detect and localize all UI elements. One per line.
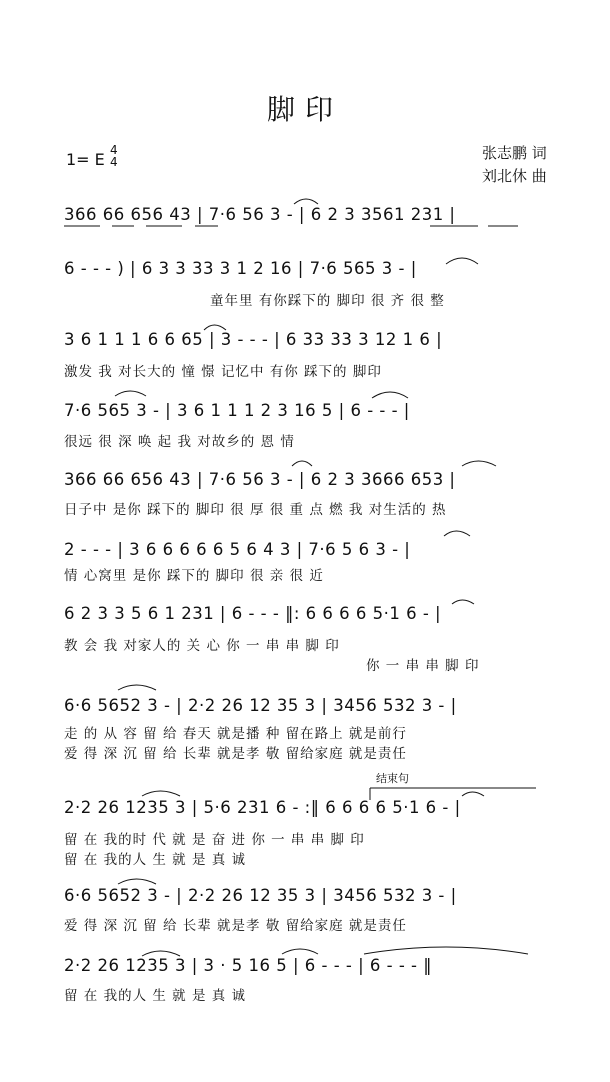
tie (462, 461, 496, 466)
tie (118, 685, 156, 690)
tie (444, 531, 470, 536)
tie (446, 258, 478, 264)
lyric-row-9a: 留 在 我的时 代 就 是 奋 进 你 一 串 串 脚 印 (64, 832, 365, 848)
tie (462, 792, 484, 796)
tie (292, 461, 312, 466)
notation-row-2: 6 - - - ) | 6 3 3 33 3 1 2 16 | 7·6 565 3 - | (64, 259, 417, 278)
tie (118, 879, 156, 884)
lyric-row-5: 日子中 是你 踩下的 脚印 很 厚 很 重 点 燃 我 对生活的 热 (64, 502, 447, 518)
lyric-row-7a: 教 会 我 对家人的 关 心 你 一 串 串 脚 印 (64, 638, 340, 654)
time-signature-top: 4 (110, 143, 118, 157)
lyric-row-9b: 留 在 我的人 生 就 是 真 诚 (64, 852, 247, 868)
tie (115, 391, 146, 396)
lyric-row-3: 激发 我 对长大的 憧 憬 记忆中 有你 踩下的 脚印 (64, 364, 382, 380)
time-signature-bottom: 4 (110, 155, 118, 169)
tie (364, 947, 528, 954)
notation-row-3: 3 6 1 1 1 6 6 65 | 3 - - - | 6 33 33 3 12 1 6 | (64, 330, 443, 349)
lyricist-credit: 张志鹏 词 (482, 144, 547, 162)
tie (204, 325, 226, 330)
lyric-row-8b: 爱 得 深 沉 留 给 长辈 就是孝 敬 留给家庭 就是责任 (64, 746, 407, 762)
lyric-row-7b: 你 一 串 串 脚 印 (366, 658, 480, 674)
notation-row-1: 366 66 656 43 | 7·6 56 3 - | 6 2 3 3561 231 | (64, 205, 456, 224)
lyric-row-4: 很远 很 深 唤 起 我 对故乡的 恩 情 (64, 434, 295, 450)
tie (142, 951, 180, 956)
notation-row-5: 366 66 656 43 | 7·6 56 3 - | 6 2 3 3666 653 | (64, 470, 456, 489)
lyric-row-2: 童年里 有你踩下的 脚印 很 齐 很 整 (210, 293, 445, 309)
notation-row-6: 2 - - - | 3 6 6 6 6 6 5 6 4 3 | 7·6 5 6 3 - | (64, 540, 411, 559)
notation-row-9: 2·2 26 1235 3 | 5·6 231 6 - :‖ 6 6 6 6 5·1 6 - | (64, 798, 461, 817)
notation-row-7: 6 2 3 3 5 6 1 231 | 6 - - - ‖: 6 6 6 6 5·1 6 - | (64, 604, 442, 623)
ending-bracket (370, 788, 536, 800)
tie (294, 199, 318, 204)
notation-row-8: 6·6 5652 3 - | 2·2 26 12 35 3 | 3456 532 3 - | (64, 696, 457, 715)
notation-row-11: 2·2 26 1235 3 | 3 · 5 16 5 | 6 - - - | 6 - - - ‖ (64, 956, 433, 975)
lyric-row-6: 情 心窝里 是你 踩下的 脚印 很 亲 很 近 (64, 568, 324, 584)
lyric-row-8a: 走 的 从 容 留 给 春天 就是播 种 留在路上 就是前行 (64, 726, 407, 742)
lyric-row-10: 爱 得 深 沉 留 给 长辈 就是孝 敬 留给家庭 就是责任 (64, 918, 407, 934)
composer-credit: 刘北休 曲 (482, 167, 547, 185)
lyric-row-11: 留 在 我的人 生 就 是 真 诚 (64, 988, 247, 1004)
tie (142, 791, 180, 796)
tie (372, 392, 408, 398)
notation-row-10: 6·6 5652 3 - | 2·2 26 12 35 3 | 3456 532 3 - | (64, 886, 457, 905)
tie (282, 949, 318, 954)
notation-row-4: 7·6 565 3 - | 3 6 1 1 1 2 3 16 5 | 6 - - - | (64, 401, 410, 420)
key-signature: 1= E (66, 150, 105, 169)
page-title: 脚印 (266, 93, 343, 126)
ending-label: 结束句 (376, 772, 409, 785)
tie (452, 600, 474, 604)
